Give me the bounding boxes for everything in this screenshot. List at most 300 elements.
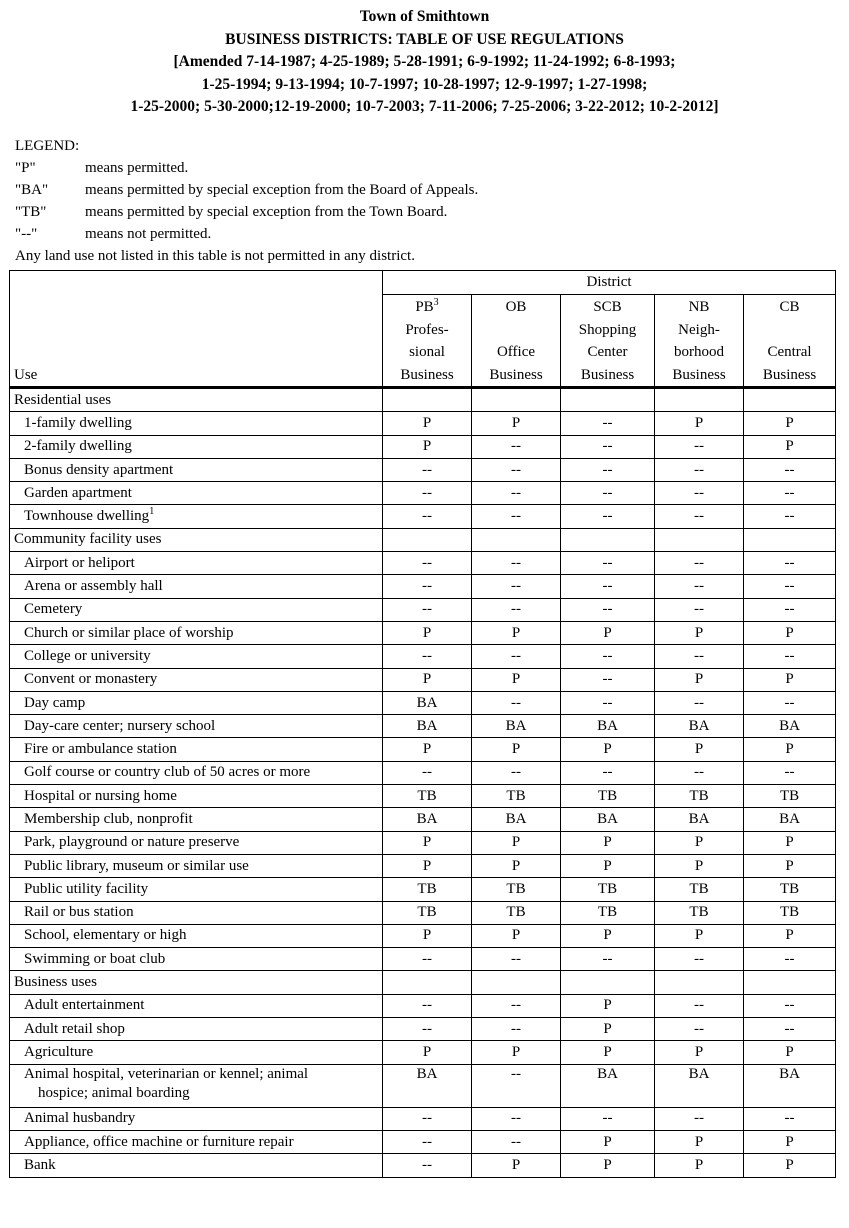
permission-cell: TB <box>655 878 744 901</box>
document-header <box>0 0 849 119</box>
district-name-line: Shopping <box>578 321 637 338</box>
permission-cell: P <box>561 621 655 644</box>
footnote-marker: 1 <box>149 506 155 518</box>
permission-cell: -- <box>472 1107 561 1130</box>
permission-cell: P <box>561 924 655 947</box>
use-label-text: Membership club, nonprofit <box>24 810 193 827</box>
use-label-text: Animal husbandry <box>24 1110 136 1127</box>
permission-cell: -- <box>383 598 472 621</box>
use-label-text: College or university <box>24 647 151 664</box>
district-name-line: Business <box>672 366 726 383</box>
permission-cell: P <box>383 435 472 458</box>
permission-cell: P <box>472 924 561 947</box>
legend-code: "BA" <box>15 181 49 198</box>
permission-cell: P <box>561 1130 655 1153</box>
permission-cell: -- <box>472 575 561 598</box>
legend-item <box>15 157 849 179</box>
use-label-text: Hospital or nursing home <box>24 787 177 804</box>
district-header-cb <box>744 295 836 388</box>
table-row <box>10 1130 836 1153</box>
permission-cell: TB <box>744 901 836 924</box>
district-header-pb <box>383 295 472 388</box>
table-row <box>10 808 836 831</box>
district-name-line: Office <box>496 344 536 360</box>
table-row <box>10 1064 836 1107</box>
use-label-text: Rail or bus station <box>24 904 134 921</box>
table-row <box>10 458 836 481</box>
permission-cell: -- <box>472 948 561 971</box>
header-spacer <box>744 319 835 342</box>
permission-cell: TB <box>472 901 561 924</box>
permission-cell: -- <box>655 435 744 458</box>
permission-cell: -- <box>655 691 744 714</box>
table-row <box>10 552 836 575</box>
use-label-text: Park, playground or nature preserve <box>24 834 240 851</box>
use-label <box>10 598 383 621</box>
use-label-text: Appliance, office machine or furniture repair <box>24 1133 294 1150</box>
permission-cell: -- <box>744 1107 836 1130</box>
category-label: Community facility uses <box>10 528 383 551</box>
use-label-text: Day camp <box>24 694 86 711</box>
legend-text: means permitted. <box>85 159 189 176</box>
permission-cell: BA <box>744 1064 836 1107</box>
use-label-text: Adult retail shop <box>24 1020 125 1037</box>
table-row <box>10 645 836 668</box>
permission-cell: -- <box>655 761 744 784</box>
table-row <box>10 878 836 901</box>
legend-text: means permitted by special exception from the Town Board. <box>85 203 448 220</box>
amendments-line-2: 1-25-1994; 9-13-1994; 10-7-1997; 10-28-1997; 12-9-1997; 1-27-1998; <box>201 75 648 93</box>
permission-cell: -- <box>561 691 655 714</box>
use-regulations-table <box>9 270 836 1178</box>
amendments-line-1: [Amended 7-14-1987; 4-25-1989; 5-28-1991; 6-9-1992; 11-24-1992; 6-8-1993; <box>173 53 676 70</box>
district-code <box>561 296 654 319</box>
permission-cell: -- <box>383 761 472 784</box>
permission-cell: -- <box>472 458 561 481</box>
permission-cell: P <box>655 1154 744 1177</box>
permission-cell: -- <box>744 505 836 528</box>
use-label <box>10 878 383 901</box>
permission-cell: BA <box>383 808 472 831</box>
permission-cell: P <box>744 854 836 877</box>
district-code-text: OB <box>505 299 527 315</box>
district-header-nb <box>655 295 744 388</box>
use-label-text: Cemetery <box>24 601 83 618</box>
table-row <box>10 761 836 784</box>
use-label <box>10 482 383 505</box>
permission-cell: TB <box>472 878 561 901</box>
permission-cell: -- <box>561 598 655 621</box>
permission-cell: -- <box>561 552 655 575</box>
permission-cell: -- <box>561 505 655 528</box>
permission-cell: TB <box>383 901 472 924</box>
empty-cell <box>472 528 561 551</box>
permission-cell: P <box>655 1130 744 1153</box>
permission-cell: -- <box>561 458 655 481</box>
permission-cell: -- <box>744 552 836 575</box>
permission-cell: P <box>561 1018 655 1041</box>
table-row <box>10 994 836 1017</box>
permission-cell: BA <box>655 1064 744 1107</box>
permission-cell: -- <box>655 994 744 1017</box>
permission-cell: TB <box>744 785 836 808</box>
use-label-text: 1-family dwelling <box>24 414 132 431</box>
permission-cell: P <box>383 412 472 435</box>
use-label-text: Bank <box>24 1156 56 1173</box>
permission-cell: P <box>472 1154 561 1177</box>
permission-cell: -- <box>561 412 655 435</box>
permission-cell: P <box>655 738 744 761</box>
empty-cell <box>655 388 744 412</box>
permission-cell: -- <box>383 552 472 575</box>
legend-item <box>15 201 849 223</box>
use-label <box>10 435 383 458</box>
permission-cell: P <box>383 831 472 854</box>
permission-cell: P <box>744 668 836 691</box>
permission-cell: P <box>383 924 472 947</box>
legend-item <box>15 179 849 201</box>
use-label <box>10 1064 383 1107</box>
use-column-header: Use <box>10 295 383 388</box>
permission-cell: P <box>472 621 561 644</box>
permission-cell: -- <box>655 1107 744 1130</box>
permission-cell: P <box>383 668 472 691</box>
legend-code: "--" <box>15 225 38 242</box>
legend-title: LEGEND: <box>15 137 80 154</box>
legend-text: means permitted by special exception from the Board of Appeals. <box>85 181 479 198</box>
district-code <box>744 296 835 319</box>
table-row <box>10 924 836 947</box>
use-label-text: Church or similar place of worship <box>24 624 234 641</box>
permission-cell: -- <box>561 575 655 598</box>
table-row <box>10 1107 836 1130</box>
empty-cell <box>655 971 744 994</box>
empty-cell <box>472 388 561 412</box>
use-label-text: Airport or heliport <box>24 554 135 571</box>
permission-cell: P <box>655 621 744 644</box>
use-label <box>10 901 383 924</box>
permission-cell: -- <box>383 458 472 481</box>
empty-cell <box>561 971 655 994</box>
empty-cell <box>383 528 472 551</box>
permission-cell: -- <box>655 948 744 971</box>
permission-cell: TB <box>472 785 561 808</box>
permission-cell: P <box>744 1041 836 1064</box>
permission-cell: -- <box>561 761 655 784</box>
use-label-text: Public utility facility <box>24 880 149 897</box>
district-code-text: PB <box>415 299 434 315</box>
table-row <box>10 1018 836 1041</box>
use-label <box>10 924 383 947</box>
use-label-text: Townhouse dwelling <box>24 508 150 525</box>
permission-cell: P <box>561 1041 655 1064</box>
use-label <box>10 412 383 435</box>
permission-cell: BA <box>561 808 655 831</box>
permission-cell: P <box>655 668 744 691</box>
district-name-line: Profes- <box>405 321 449 338</box>
district-name-line: Business <box>489 366 543 383</box>
use-label <box>10 1041 383 1064</box>
permission-cell: -- <box>472 552 561 575</box>
use-label <box>10 994 383 1017</box>
permission-cell: P <box>744 412 836 435</box>
permission-cell: P <box>744 831 836 854</box>
empty-cell <box>655 528 744 551</box>
table-body <box>10 388 836 1178</box>
permission-cell: P <box>561 1154 655 1177</box>
permission-cell: TB <box>655 785 744 808</box>
permission-cell: BA <box>383 691 472 714</box>
use-label-text: Swimming or boat club <box>24 950 166 967</box>
permission-cell: -- <box>472 1018 561 1041</box>
table-row <box>10 691 836 714</box>
permission-cell: -- <box>383 1107 472 1130</box>
empty-cell <box>561 528 655 551</box>
permission-cell: -- <box>472 761 561 784</box>
permission-cell: P <box>744 1154 836 1177</box>
table-row <box>10 831 836 854</box>
use-label <box>10 831 383 854</box>
permission-cell: P <box>561 831 655 854</box>
permission-cell: BA <box>655 808 744 831</box>
use-label <box>10 1154 383 1177</box>
legend-text: means not permitted. <box>85 225 212 242</box>
legend-code: "P" <box>15 159 36 176</box>
legend <box>15 135 849 267</box>
permission-cell: P <box>383 738 472 761</box>
permission-cell: -- <box>744 482 836 505</box>
use-label <box>10 808 383 831</box>
permission-cell: -- <box>655 552 744 575</box>
table-row <box>10 948 836 971</box>
table-row <box>10 785 836 808</box>
district-name-line: Business <box>580 366 635 383</box>
permission-cell: P <box>472 412 561 435</box>
permission-cell: P <box>383 854 472 877</box>
permission-cell: -- <box>383 482 472 505</box>
use-label-text: Animal hospital, veterinarian or kennel; animal <box>24 1065 309 1082</box>
permission-cell: P <box>744 435 836 458</box>
permission-cell: -- <box>744 598 836 621</box>
category-row <box>10 971 836 994</box>
permission-cell: -- <box>472 691 561 714</box>
table-row <box>10 412 836 435</box>
district-header-scb <box>561 295 655 388</box>
permission-cell: -- <box>383 1130 472 1153</box>
permission-cell: -- <box>383 1154 472 1177</box>
table-row <box>10 738 836 761</box>
permission-cell: -- <box>472 994 561 1017</box>
district-name-line: Center <box>587 344 628 360</box>
permission-cell: -- <box>561 435 655 458</box>
permission-cell: -- <box>655 575 744 598</box>
table-row <box>10 482 836 505</box>
empty-cell <box>744 388 836 412</box>
permission-cell: TB <box>561 785 655 808</box>
district-name-line: borhood <box>674 344 724 360</box>
permission-cell: -- <box>561 668 655 691</box>
permission-cell: -- <box>655 458 744 481</box>
use-label-continuation: hospice; animal boarding <box>38 1084 190 1101</box>
permission-cell: -- <box>383 645 472 668</box>
permission-cell: P <box>744 738 836 761</box>
permission-cell: P <box>561 854 655 877</box>
permission-cell: P <box>472 738 561 761</box>
permission-cell: P <box>655 924 744 947</box>
permission-cell: P <box>472 668 561 691</box>
permission-cell: -- <box>744 691 836 714</box>
permission-cell: -- <box>655 482 744 505</box>
permission-cell: TB <box>655 901 744 924</box>
permission-cell: -- <box>472 505 561 528</box>
permission-cell: -- <box>655 598 744 621</box>
permission-cell: P <box>655 412 744 435</box>
empty-cell <box>383 971 472 994</box>
table-row <box>10 505 836 528</box>
footnote-marker: 3 <box>433 297 439 308</box>
table-row <box>10 598 836 621</box>
table-row <box>10 621 836 644</box>
use-label <box>10 948 383 971</box>
table-row <box>10 435 836 458</box>
use-label <box>10 645 383 668</box>
district-name-line: sional <box>409 344 445 360</box>
use-label <box>10 691 383 714</box>
permission-cell: -- <box>383 575 472 598</box>
permission-cell: -- <box>655 1018 744 1041</box>
town-title: Town of Smithtown <box>359 8 490 25</box>
permission-cell: BA <box>472 808 561 831</box>
permission-cell: -- <box>383 994 472 1017</box>
use-label-text: Convent or monastery <box>24 671 158 688</box>
table-row <box>10 901 836 924</box>
permission-cell: -- <box>744 645 836 668</box>
use-label-text: Fire or ambulance station <box>24 741 177 758</box>
permission-cell: -- <box>472 435 561 458</box>
permission-cell: -- <box>744 948 836 971</box>
permission-cell: -- <box>472 482 561 505</box>
category-label: Business uses <box>10 971 383 994</box>
use-label <box>10 1018 383 1041</box>
use-label <box>10 621 383 644</box>
permission-cell: BA <box>561 715 655 738</box>
permission-cell: TB <box>744 878 836 901</box>
use-label-text: Arena or assembly hall <box>24 578 163 595</box>
permission-cell: P <box>744 1130 836 1153</box>
category-row <box>10 388 836 412</box>
legend-code: "TB" <box>15 203 47 220</box>
permission-cell: TB <box>383 785 472 808</box>
use-label <box>10 1130 383 1153</box>
empty-cell <box>561 388 655 412</box>
use-label <box>10 552 383 575</box>
amendments-line-3: 1-25-2000; 5-30-2000;12-19-2000; 10-7-2003; 7-11-2006; 7-25-2006; 3-22-2012; 10-2-2012] <box>130 98 719 115</box>
permission-cell: -- <box>744 458 836 481</box>
permission-cell: BA <box>744 715 836 738</box>
district-code-text: NB <box>688 299 710 315</box>
permission-cell: BA <box>383 1064 472 1107</box>
permission-cell: BA <box>383 715 472 738</box>
permission-cell: P <box>744 621 836 644</box>
legend-item <box>15 223 849 245</box>
use-label <box>10 785 383 808</box>
permission-cell: TB <box>383 878 472 901</box>
use-label <box>10 505 383 528</box>
permission-cell: -- <box>744 575 836 598</box>
use-label <box>10 668 383 691</box>
permission-cell: -- <box>561 482 655 505</box>
permission-cell: P <box>383 1041 472 1064</box>
permission-cell: -- <box>561 1107 655 1130</box>
table-row <box>10 1041 836 1064</box>
table-title: BUSINESS DISTRICTS: TABLE OF USE REGULATIONS <box>225 30 624 48</box>
use-label-text: Bonus density apartment <box>24 461 174 478</box>
permission-cell: P <box>472 854 561 877</box>
use-label <box>10 761 383 784</box>
permission-cell: P <box>655 1041 744 1064</box>
permission-cell: BA <box>655 715 744 738</box>
table-row <box>10 854 836 877</box>
permission-cell: -- <box>744 1018 836 1041</box>
use-label <box>10 575 383 598</box>
district-code-text: SCB <box>593 299 622 315</box>
district-caption: District <box>383 271 836 295</box>
district-name-line: Business <box>400 366 454 383</box>
use-label-text: Public library, museum or similar use <box>24 857 249 874</box>
permission-cell: TB <box>561 901 655 924</box>
district-name-line: Central <box>767 344 812 360</box>
use-label <box>10 854 383 877</box>
permission-cell: -- <box>472 645 561 668</box>
permission-cell: -- <box>383 1018 472 1041</box>
use-label-text: Day-care center; nursery school <box>24 717 216 734</box>
permission-cell: -- <box>472 1064 561 1107</box>
permission-cell: P <box>472 831 561 854</box>
use-label-text: School, elementary or high <box>24 927 187 944</box>
header-spacer <box>472 319 560 342</box>
permission-cell: -- <box>383 948 472 971</box>
permission-cell: -- <box>561 645 655 668</box>
empty-cell <box>744 971 836 994</box>
table-row <box>10 715 836 738</box>
permission-cell: P <box>383 621 472 644</box>
empty-cell <box>472 971 561 994</box>
category-row <box>10 528 836 551</box>
district-name-line: Neigh- <box>678 321 720 338</box>
table-row <box>10 1154 836 1177</box>
permission-cell: BA <box>561 1064 655 1107</box>
use-label <box>10 1107 383 1130</box>
category-label: Residential uses <box>10 388 383 412</box>
permission-cell: -- <box>472 1130 561 1153</box>
permission-cell: P <box>472 1041 561 1064</box>
permission-cell: TB <box>561 878 655 901</box>
legend-note: Any land use not listed in this table is not permitted in any district. <box>15 247 415 264</box>
use-label <box>10 458 383 481</box>
district-name-line: Business <box>762 366 817 383</box>
district-header-ob <box>472 295 561 388</box>
permission-cell: -- <box>561 948 655 971</box>
district-code <box>655 296 743 319</box>
permission-cell: BA <box>744 808 836 831</box>
district-code <box>383 296 471 319</box>
table-row <box>10 668 836 691</box>
district-code <box>472 296 560 319</box>
permission-cell: -- <box>655 505 744 528</box>
use-label <box>10 715 383 738</box>
permission-cell: P <box>744 924 836 947</box>
empty-cell <box>744 528 836 551</box>
